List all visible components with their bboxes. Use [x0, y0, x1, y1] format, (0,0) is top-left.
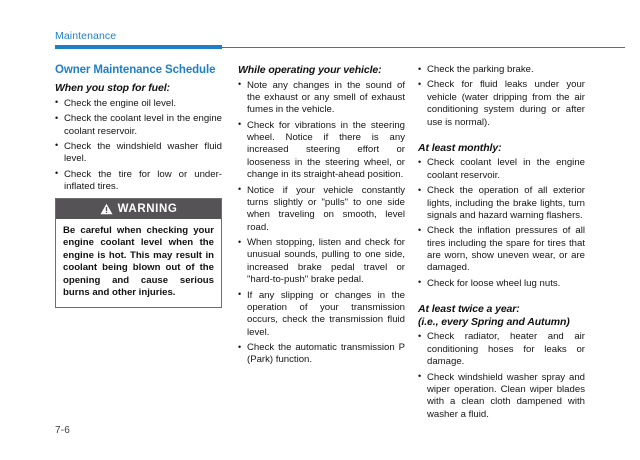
- page-running-header: [0, 30, 640, 52]
- subheading-line-2: (i.e., every Spring and Autumn): [418, 315, 570, 328]
- list-item: • Check radiator, heater and air conditioning hoses for leaks or damage.: [418, 331, 585, 368]
- list-item: • Check coolant level in the engine coolant reservoir.: [418, 157, 585, 182]
- list-item: • Check the operation of all exterior lights, including the brake lights, turn signals and hazard warning flashers.: [418, 185, 585, 222]
- list-item: • Check the parking brake.: [418, 64, 585, 76]
- list-item: • Check windshield washer spray and wiper operation. Clean wiper blades with a clean cloth dampened with washer a fluid.: [418, 372, 585, 422]
- header-rule-thick: [55, 45, 222, 49]
- header-rule-thin: [222, 47, 625, 48]
- subheading-at-least-monthly: At least monthly:: [418, 141, 502, 154]
- list-item: • Note any changes in the sound of the exhaust or any smell of exhaust fumes in the vehicle.: [238, 80, 405, 117]
- warning-triangle-icon: [100, 203, 113, 215]
- list-at-least-twice-a-year: [418, 331, 585, 421]
- list-item: • Check for vibrations in the steering wheel. Notice if there is any increased steering effort or looseness in the steering wheel, or change in its straight-ahead position.: [238, 120, 405, 182]
- list-item: • When stopping, listen and check for unusual sounds, pulling to one side, increased brake pedal travel or "hard-to-push" brake pedal.: [238, 237, 405, 287]
- list-item: • Notice if your vehicle constantly turns slightly or "pulls" to one side when traveling on smooth, level road.: [238, 185, 405, 235]
- list-when-you-stop-for-fuel: [55, 98, 222, 194]
- warning-callout-header: [56, 199, 221, 219]
- subheading-line-1: At least twice a year:: [418, 303, 520, 316]
- column-right: [418, 64, 585, 424]
- list-item: • If any slipping or changes in the operation of your transmission occurs, check the transmission fluid level.: [238, 290, 405, 340]
- page-title: Owner Maintenance Schedule: [55, 64, 216, 76]
- list-item: • Check the coolant level in the engine coolant reservoir.: [55, 113, 222, 138]
- list-item: • Check the engine oil level.: [55, 98, 222, 110]
- list-item: • Check the windshield washer fluid level.: [55, 141, 222, 166]
- warning-label: WARNING: [117, 203, 178, 215]
- chapter-label: Maintenance: [55, 30, 117, 42]
- column-middle: [238, 64, 405, 370]
- subheading-at-least-twice-a-year: [418, 303, 585, 328]
- list-item: • Check the inflation pressures of all tires including the spare for tires that are worn, show uneven wear, or are damaged.: [418, 225, 585, 275]
- page-number: 7-6: [55, 425, 71, 436]
- list-while-operating-your-vehicle: [238, 80, 405, 367]
- list-item: • Check for loose wheel lug nuts.: [418, 278, 585, 290]
- warning-text: Be careful when checking your engine coolant level when the engine is hot. This may result in coolant being blown out of the opening and cause serious burns and other injuries.: [63, 225, 214, 299]
- column-left: [55, 64, 222, 196]
- list-at-least-monthly: [418, 157, 585, 290]
- subheading-while-operating-your-vehicle: While operating your vehicle:: [238, 64, 382, 76]
- list-item: • Check the tire for low or under-inflated tires.: [55, 169, 222, 194]
- list-item: • Check for fluid leaks under your vehicle (water dripping from the air conditioning system during or after use is normal).: [418, 79, 585, 129]
- subheading-when-you-stop-for-fuel: When you stop for fuel:: [55, 82, 170, 95]
- list-item: • Check the automatic transmission P (Park) function.: [238, 342, 405, 367]
- warning-callout: [55, 198, 222, 308]
- list-while-operating-continued: [418, 64, 585, 129]
